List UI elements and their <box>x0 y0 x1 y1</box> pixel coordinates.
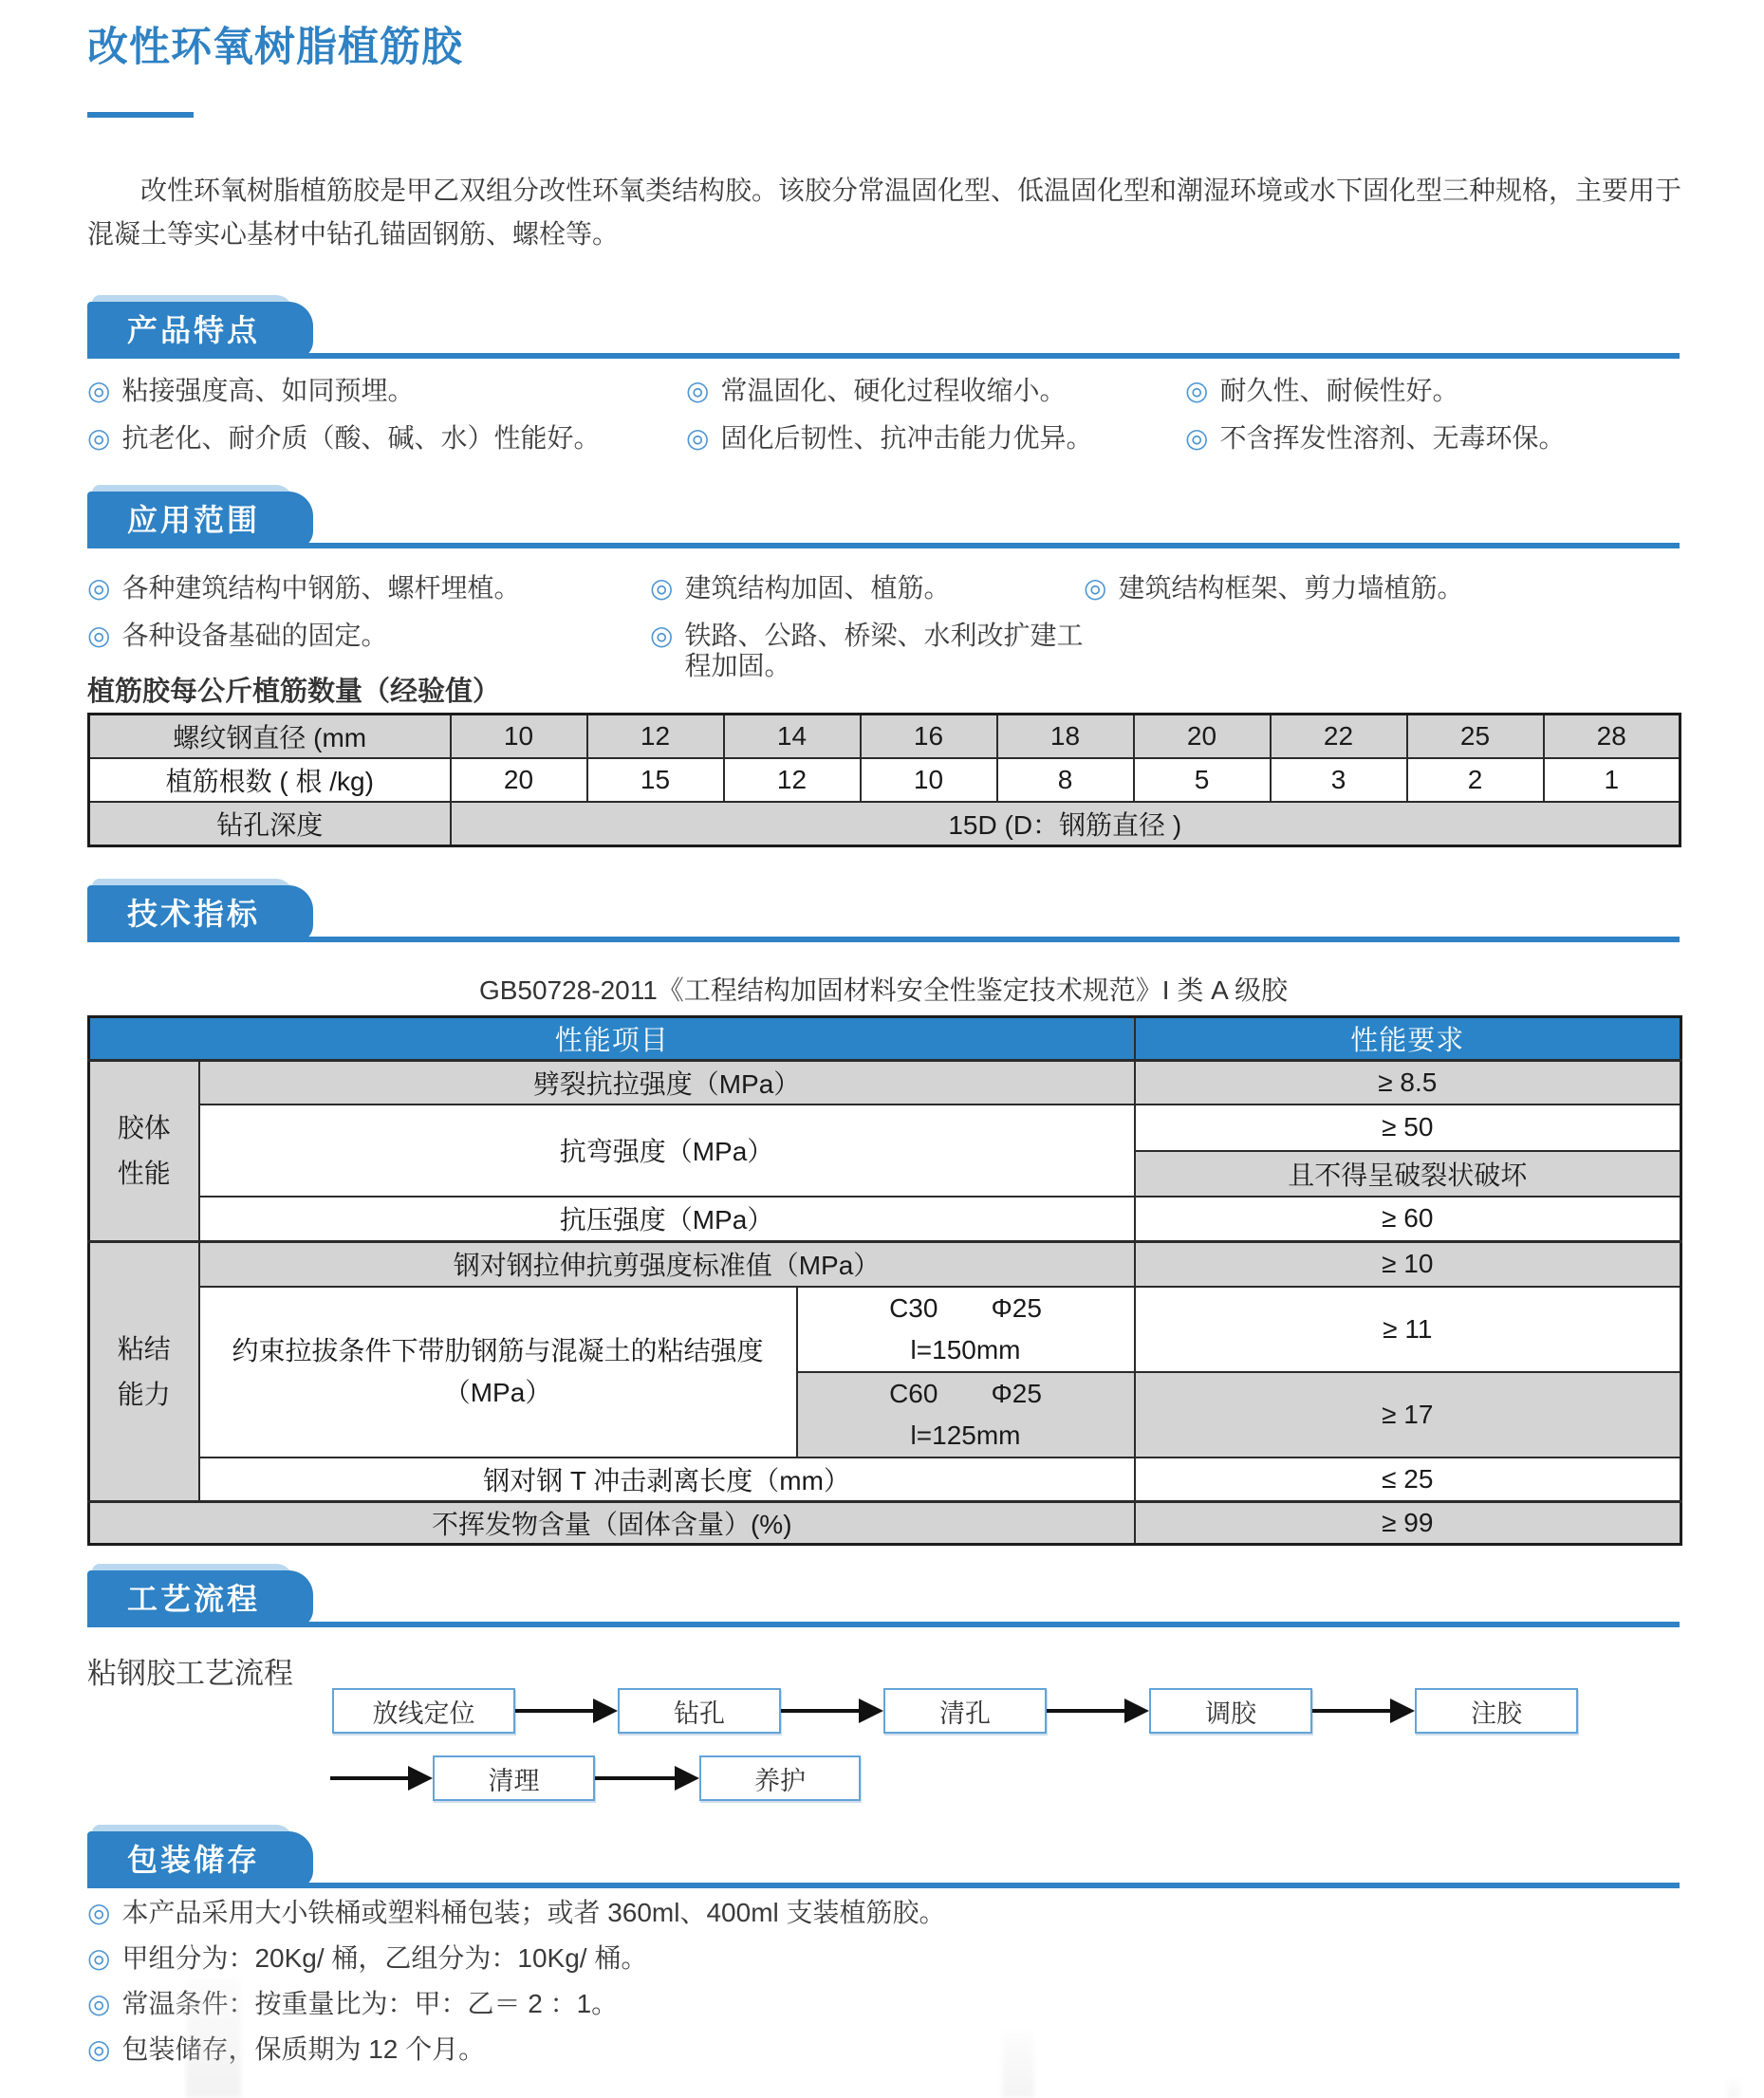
title-underline <box>87 112 194 118</box>
rebar-diameter-cell: 22 <box>1271 715 1407 759</box>
rebar-count-cell: 20 <box>451 758 587 802</box>
bullet-icon: ◎ <box>87 573 111 603</box>
flow-step: 放线定位 <box>332 1688 515 1734</box>
table-row <box>89 1502 1681 1545</box>
bullet-icon: ◎ <box>650 621 674 650</box>
list-item <box>1084 573 1680 603</box>
list-item <box>87 1989 1680 2019</box>
bullet-icon: ◎ <box>686 376 710 405</box>
list-item <box>87 423 686 454</box>
packaging-text: 包装储存，保质期为 12 个月。 <box>121 2034 486 2064</box>
group-label-bonding-ability: 粘结 能力 <box>89 1242 199 1502</box>
rebar-count-cell: 3 <box>1271 758 1407 802</box>
packaging-text: 本产品采用大小铁桶或塑料桶包装；或者 360ml、400ml 支装植筋胶。 <box>121 1898 946 1927</box>
flow-step: 注胶 <box>1415 1688 1578 1734</box>
column-header-requirement: 性能要求 <box>1135 1017 1681 1061</box>
requirement-cell: ≤ 25 <box>1135 1457 1681 1502</box>
packaging-text: 常温条件：按重量比为：甲：乙＝ 2 ：1。 <box>121 1989 619 2018</box>
group-label-adhesive-body: 胶体 性能 <box>89 1061 199 1242</box>
table-row <box>89 1061 1681 1105</box>
feature-text: 固化后韧性、抗冲击能力优异。 <box>720 423 1093 453</box>
list-item <box>686 376 1185 406</box>
watermark-image <box>1727 2078 1740 2098</box>
page-title: 改性环氧树脂植筋胶 <box>87 25 463 70</box>
bullet-icon: ◎ <box>1084 573 1107 603</box>
rebar-count-cell: 1 <box>1544 758 1680 802</box>
property-cell: 劈裂抗拉强度（MPa） <box>199 1061 1135 1105</box>
list-item <box>87 1943 1680 1974</box>
section-title-applications: 应用范围 <box>87 492 313 548</box>
rebar-count-table <box>87 713 1681 847</box>
process-flow-row-1 <box>332 1688 1578 1734</box>
feature-text: 耐久性、耐候性好。 <box>1219 376 1459 405</box>
process-flow-row-2 <box>330 1755 861 1801</box>
requirement-cell: ≥ 99 <box>1135 1502 1681 1545</box>
list-item <box>87 376 686 406</box>
table-row <box>89 715 1680 759</box>
section-title-features: 产品特点 <box>87 302 313 359</box>
section-header-features <box>87 295 1680 359</box>
rebar-count-cell: 15 <box>587 758 724 802</box>
bullet-icon: ◎ <box>650 573 674 603</box>
property-cell: 约束拉拔条件下带肋钢筋与混凝土的粘结强度 （MPa） <box>199 1287 797 1457</box>
table-header-row <box>89 1017 1681 1061</box>
list-item <box>1185 423 1680 454</box>
property-cell: 钢对钢 T 冲击剥离长度（mm） <box>199 1457 1135 1502</box>
process-subtitle: 粘钢胶工艺流程 <box>87 1657 293 1690</box>
table-row <box>89 802 1680 846</box>
table-row <box>89 1457 1681 1502</box>
application-text: 建筑结构框架、剪力墙植筋。 <box>1118 573 1464 603</box>
requirement-cell: ≥ 10 <box>1135 1242 1681 1287</box>
rebar-count-label: 植筋根数 ( 根 /kg) <box>89 758 451 802</box>
drill-depth-label: 钻孔深度 <box>89 802 451 846</box>
section-title-tech: 技术指标 <box>87 885 313 942</box>
requirement-cell: ≥ 11 <box>1135 1287 1681 1372</box>
rebar-diameter-cell: 28 <box>1544 715 1680 759</box>
bullet-icon: ◎ <box>87 1943 111 1973</box>
list-item <box>87 2034 1680 2065</box>
bullet-icon: ◎ <box>87 423 111 453</box>
flow-step: 清理 <box>433 1755 595 1801</box>
section-header-applications <box>87 485 1680 548</box>
property-cell: 抗压强度（MPa） <box>199 1197 1135 1242</box>
bullet-icon: ◎ <box>1185 423 1209 453</box>
packaging-text: 甲组分为：20Kg/ 桶，乙组分为：10Kg/ 桶。 <box>121 1943 648 1973</box>
rebar-count-cell: 10 <box>861 758 997 802</box>
rebar-diameter-cell: 18 <box>997 715 1134 759</box>
application-text: 建筑结构加固、植筋。 <box>684 573 951 603</box>
rebar-count-cell: 2 <box>1407 758 1544 802</box>
flow-step: 钻孔 <box>618 1688 781 1734</box>
requirement-cell: ≥ 8.5 <box>1135 1061 1681 1105</box>
packaging-list <box>87 1898 1680 2080</box>
arrow-right-icon <box>595 1766 699 1791</box>
rebar-count-cell: 12 <box>724 758 861 802</box>
rebar-diameter-cell: 14 <box>724 715 861 759</box>
feature-text: 粘接强度高、如同预埋。 <box>121 376 415 405</box>
rebar-diameter-cell: 25 <box>1407 715 1544 759</box>
rebar-diameter-cell: 12 <box>587 715 724 759</box>
table-row <box>89 758 1680 802</box>
list-item <box>650 573 1084 603</box>
requirement-cell: ≥ 60 <box>1135 1197 1681 1242</box>
section-divider-line <box>87 937 1680 942</box>
list-item <box>87 1898 1680 1928</box>
rebar-diameter-cell: 10 <box>451 715 587 759</box>
applications-list <box>87 573 1680 681</box>
section-header-process <box>87 1564 1680 1627</box>
rebar-table-caption: 植筋胶每公斤植筋数量（经验值） <box>87 677 501 707</box>
flow-step: 清孔 <box>883 1688 1047 1734</box>
arrow-right-icon <box>1312 1699 1415 1723</box>
features-list <box>87 376 1680 454</box>
arrow-right-icon <box>781 1699 883 1723</box>
list-item <box>1185 376 1680 406</box>
section-header-tech <box>87 879 1680 942</box>
table-row <box>89 1242 1681 1287</box>
standard-note: GB50728-2011《工程结构加固材料安全性鉴定技术规范》I 类 A 级胶 <box>478 975 1289 1005</box>
bullet-icon: ◎ <box>87 1898 111 1927</box>
list-item <box>87 573 650 603</box>
rebar-diameter-cell: 20 <box>1134 715 1271 759</box>
list-item <box>686 423 1185 454</box>
rebar-diameter-label: 螺纹钢直径 (mm <box>89 715 451 759</box>
requirement-cell: ≥ 50 <box>1135 1105 1681 1151</box>
arrow-right-icon <box>330 1766 433 1791</box>
bullet-icon: ◎ <box>87 1989 111 2018</box>
bullet-icon: ◎ <box>87 376 111 405</box>
property-cell: 抗弯强度（MPa） <box>199 1105 1135 1197</box>
bullet-icon: ◎ <box>686 423 710 453</box>
table-row <box>89 1197 1681 1242</box>
property-cell: 不挥发物含量（固体含量）(%) <box>89 1502 1135 1545</box>
section-divider-line <box>87 543 1680 548</box>
rebar-diameter-cell: 16 <box>861 715 997 759</box>
bullet-icon: ◎ <box>87 2034 111 2064</box>
flow-step: 调胶 <box>1149 1688 1312 1734</box>
property-cell: 钢对钢拉伸抗剪强度标准值（MPa） <box>199 1242 1135 1287</box>
section-title-process: 工艺流程 <box>87 1570 313 1627</box>
section-title-packaging: 包装储存 <box>87 1831 313 1888</box>
list-item <box>650 621 1084 681</box>
feature-text: 不含挥发性溶剂、无毒环保。 <box>1219 423 1566 453</box>
feature-text: 抗老化、耐介质（酸、碱、水）性能好。 <box>121 423 601 453</box>
bullet-icon: ◎ <box>87 621 111 650</box>
requirement-cell: ≥ 17 <box>1135 1372 1681 1457</box>
intro-paragraph: 改性环氧树脂植筋胶是甲乙双组分改性环氧类结构胶。该胶分常温固化型、低温固化型和潮湿环境或水下固化型三种规格，主要用于混凝土等实心基材中钻孔锚固钢筋、螺栓等。 <box>87 176 1682 249</box>
application-text: 各种建筑结构中钢筋、螺杆埋植。 <box>121 573 521 603</box>
arrow-right-icon <box>1047 1699 1149 1723</box>
table-row <box>89 1287 1681 1372</box>
drill-depth-value: 15D (D：钢筋直径 ) <box>451 802 1680 846</box>
arrow-right-icon <box>515 1699 618 1723</box>
application-text: 铁路、公路、桥梁、水利改扩建工程加固。 <box>684 621 1084 680</box>
section-divider-line <box>87 1883 1680 1888</box>
bullet-icon: ◎ <box>1185 376 1209 405</box>
watermark-image <box>1002 2031 1034 2098</box>
condition-cell: C30 Φ25 l=150mm <box>797 1287 1135 1372</box>
column-header-property: 性能项目 <box>89 1017 1135 1061</box>
application-text: 各种设备基础的固定。 <box>121 621 388 650</box>
technical-indicators-table <box>87 1015 1682 1546</box>
table-row <box>89 1105 1681 1151</box>
flow-step: 养护 <box>699 1755 861 1801</box>
condition-cell: C60 Φ25 l=125mm <box>797 1372 1135 1457</box>
section-divider-line <box>87 353 1680 359</box>
watermark-image <box>186 1978 241 2098</box>
requirement-cell: 且不得呈破裂状破坏 <box>1135 1151 1681 1197</box>
feature-text: 常温固化、硬化过程收缩小。 <box>720 376 1067 405</box>
section-divider-line <box>87 1622 1680 1627</box>
section-header-packaging <box>87 1825 1680 1888</box>
rebar-count-cell: 8 <box>997 758 1134 802</box>
rebar-count-cell: 5 <box>1134 758 1271 802</box>
